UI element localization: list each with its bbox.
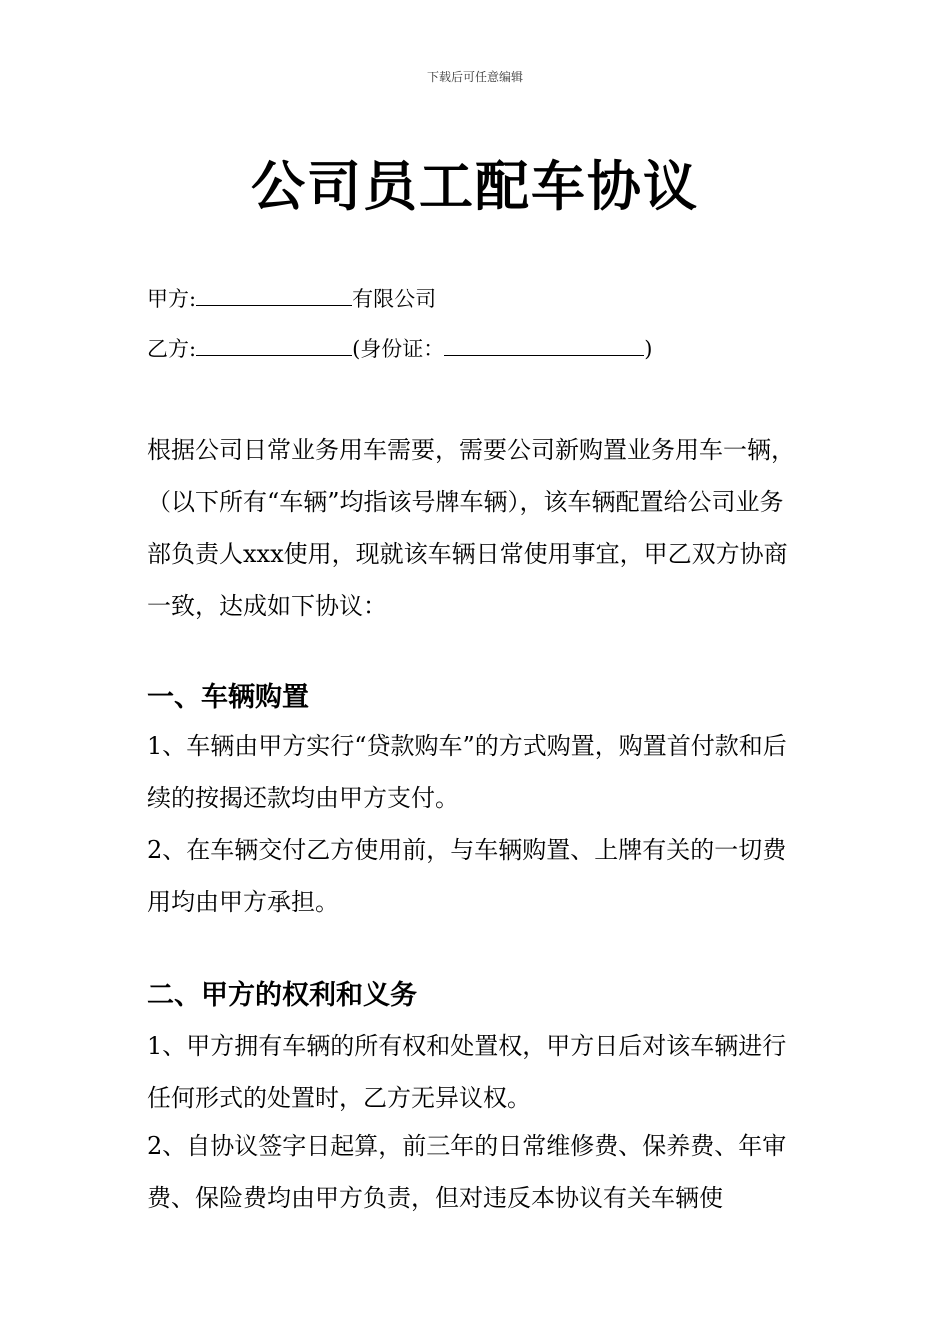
- intro-paragraph: 根据公司日常业务用车需要，需要公司新购置业务用车一辆，（以下所有“车辆”均指该号牌车辆），该车辆配置给公司业务部负责人xxx使用，现就该车辆日常使用事宜，甲乙双方协商一致，达成如下协议：: [147, 436, 795, 620]
- header-note: 下载后可任意编辑: [426, 70, 523, 84]
- section-heading: 一、车辆购置: [147, 682, 309, 713]
- id-number-blank: [444, 335, 644, 356]
- clause-item: 2、在车辆交付乙方使用前，与车辆购置、上牌有关的一切费用均由甲方承担。: [147, 836, 787, 916]
- party-b-line: [147, 334, 652, 364]
- party-b-blank: [196, 335, 352, 356]
- clause-item: 1、车辆由甲方实行“贷款购车”的方式购置，购置首付款和后续的按揭还款均由甲方支付。: [147, 732, 787, 812]
- clause-item: 1、甲方拥有车辆的所有权和处置权，甲方日后对该车辆进行任何形式的处置时，乙方无异议权。: [147, 1032, 787, 1112]
- party-a-line: [147, 284, 436, 314]
- party-b-id-open: (身份证：: [352, 337, 445, 361]
- section-heading: 二、甲方的权利和义务: [147, 980, 417, 1011]
- party-b-id-close: ): [644, 337, 653, 361]
- party-a-label: 甲方:: [147, 287, 197, 311]
- clause-item: 2、自协议签字日起算，前三年的日常维修费、保养费、年审费、保险费均由甲方负责，但对违反本协议有关车辆使: [147, 1132, 787, 1212]
- party-a-suffix: 有限公司: [352, 287, 437, 311]
- document-title: 公司员工配车协议: [251, 154, 699, 218]
- party-b-label: 乙方:: [147, 337, 197, 361]
- party-a-blank: [196, 285, 352, 306]
